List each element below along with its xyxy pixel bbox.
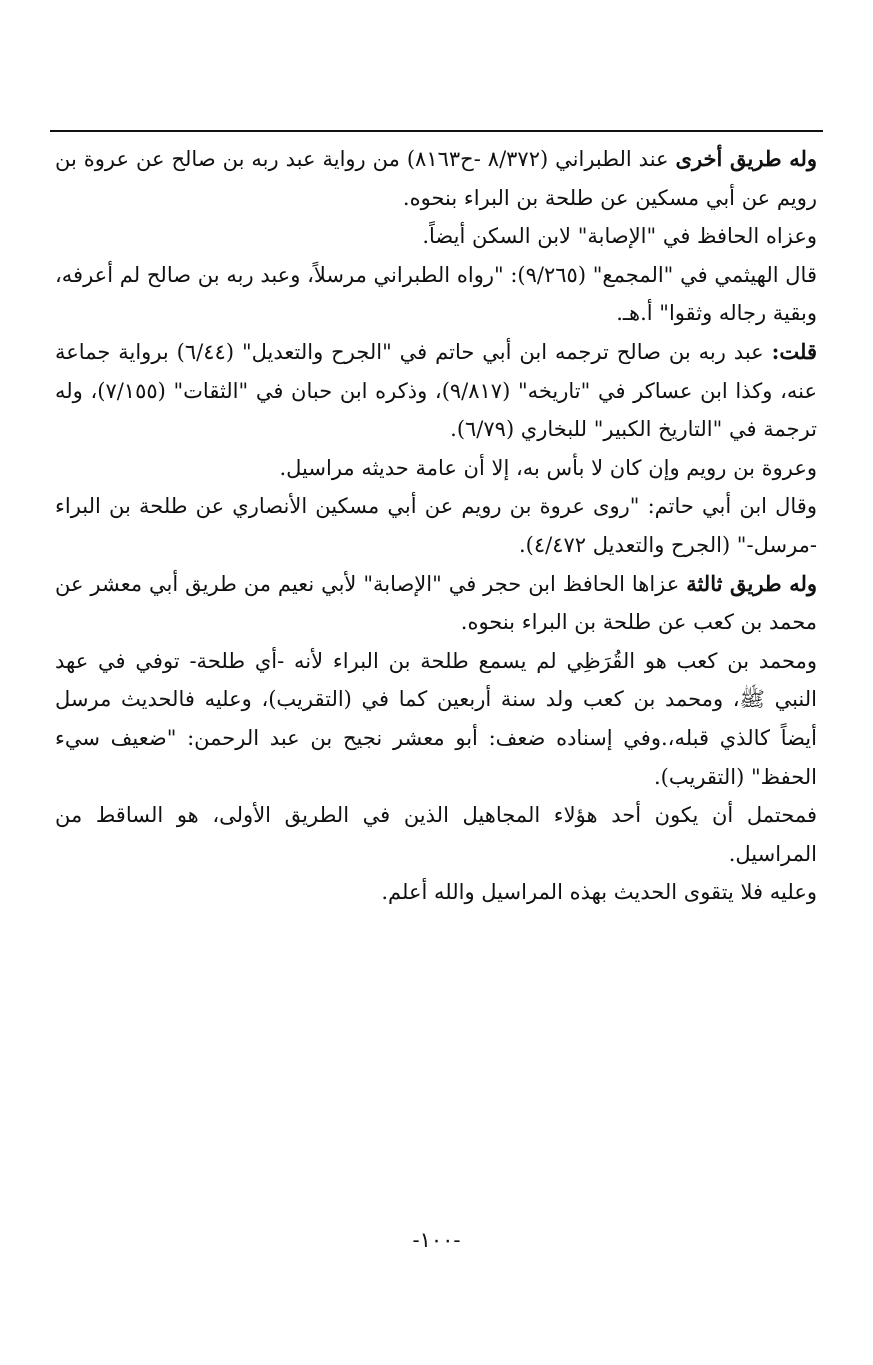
paragraph-5 [55, 449, 817, 488]
paragraph-4-lead: قلت: [771, 338, 817, 364]
paragraph-5-text: وعروة بن رويم وإن كان لا بأس به، إلا أن عامة حديثه مراسيل. [279, 455, 817, 480]
paragraph-2 [55, 217, 817, 256]
paragraph-1-lead: وله طريق أخرى [675, 146, 818, 171]
paragraph-8-text: ومحمد بن كعب هو القُرَظِي لم يسمع طلحة بن البراء لأنه -أي طلحة- توفي في عهد النبي ﷺ، ومحمد بن كعب ولد سنة أربعين كما في (التقريب)، وعليه فالحديث مرسل أيضاً كالذي قبله،.وفي إسناده ضعف: أبو معشر نجيح بن عبد الرحمن: "ضعيف سيء الحفظ" (التقريب). [55, 648, 817, 789]
paragraph-2-text: وعزاه الحافظ في "الإصابة" لابن السكن أيضاً. [422, 224, 817, 249]
paragraph-4-text: عبد ربه بن صالح ترجمه ابن أبي حاتم في "الجرح والتعديل" (٦/٤٤) برواية جماعة عنه، وكذا ابن عساكر في "تاريخه" (٩/٨١٧)، وذكره ابن حبان في "الثقات" (٧/١٥٥)، وله ترجمة في "التاريخ الكبير" للبخاري (٦/٧٩). [55, 339, 817, 442]
paragraph-7-lead: وله طريق ثالثة [686, 570, 818, 596]
paragraph-9-text: فمحتمل أن يكون أحد هؤلاء المجاهيل الذين في الطريق الأولى، هو الساقط من المراسيل. [55, 803, 817, 866]
header-rule [50, 130, 823, 132]
paragraph-7 [55, 565, 817, 642]
paragraph-1-text: عند الطبراني (٨/٣٧٢ -ح٨١٦٣) من رواية عبد ربه بن صالح عن عروة بن رويم عن أبي مسكين عن طلحة بن البراء بنحوه. [55, 147, 817, 210]
paragraph-9 [55, 796, 817, 873]
paragraph-10 [55, 873, 817, 912]
page-number: -١٠٠- [412, 1228, 461, 1252]
paragraph-7-text: عزاها الحافظ ابن حجر في "الإصابة" لأبي نعيم من طريق أبي معشر عن محمد بن كعب عن طلحة بن البراء بنحوه. [55, 571, 817, 635]
paragraph-4 [55, 333, 817, 449]
paragraph-1 [55, 140, 817, 217]
paragraph-3 [55, 256, 817, 333]
paragraph-10-text: وعليه فلا يتقوى الحديث بهذه المراسيل والله أعلم. [381, 880, 817, 905]
paragraph-3-text: قال الهيثمي في "المجمع" (٩/٢٦٥): "رواه الطبراني مرسلاً، وعبد ربه بن صالح لم أعرفه، وبقية رجاله وثقوا" أ.هـ. [55, 262, 817, 326]
page-body [55, 140, 817, 912]
paragraph-6 [55, 487, 817, 564]
paragraph-6-text: وقال ابن أبي حاتم: "روى عروة بن رويم عن أبي مسكين الأنصاري عن طلحة بن البراء -مرسل-" (الجرح والتعديل ٤/٤٧٢). [55, 494, 817, 557]
paragraph-8 [55, 642, 817, 796]
